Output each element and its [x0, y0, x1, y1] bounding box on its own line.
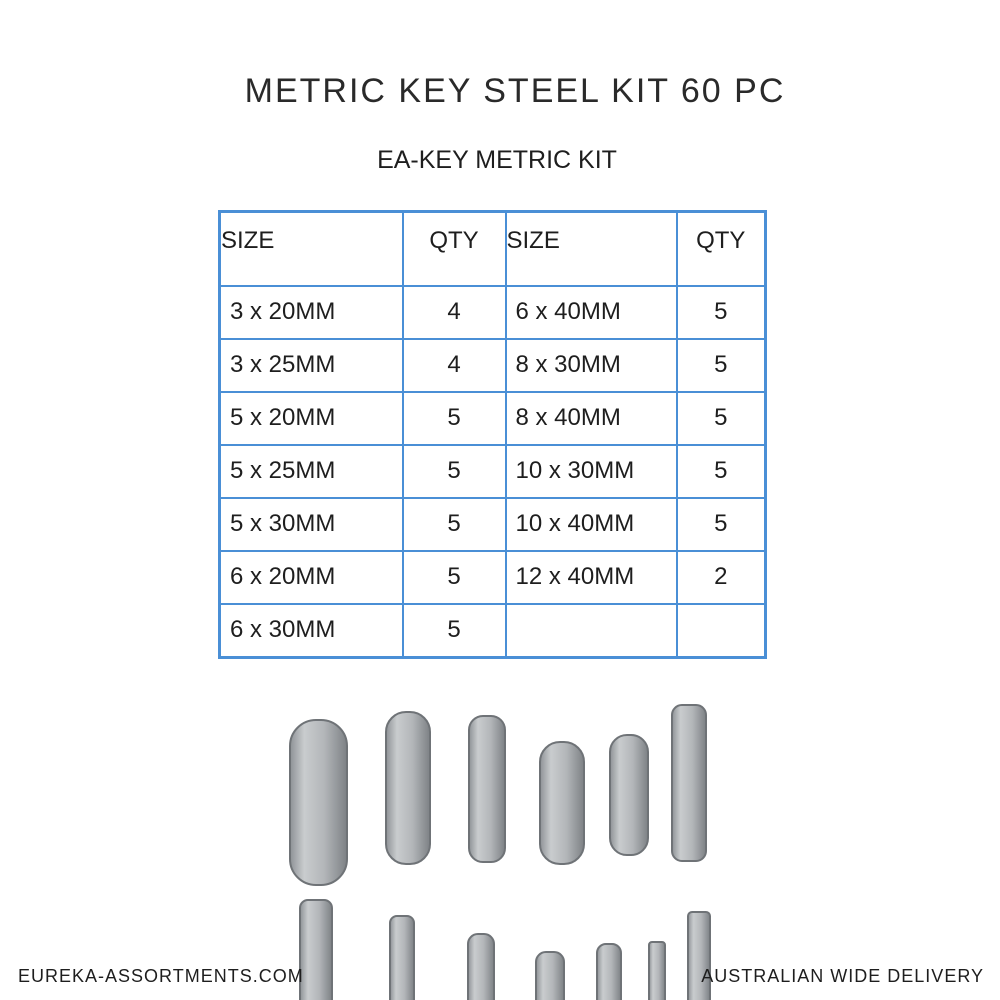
steel-key	[536, 952, 564, 1000]
qty-cell: 5	[403, 392, 506, 445]
delivery-label: AUSTRALIAN WIDE DELIVERY	[701, 966, 984, 986]
size-cell: 3 x 25MM	[220, 339, 403, 392]
qty-cell: 5	[677, 339, 766, 392]
qty-cell: 5	[677, 392, 766, 445]
qty-cell: 5	[403, 498, 506, 551]
steel-key	[597, 944, 621, 1000]
steel-key	[540, 742, 584, 864]
qty-cell: 2	[677, 551, 766, 604]
steel-key	[610, 735, 648, 855]
kit-subtitle: EA-KEY METRIC KIT	[377, 146, 617, 174]
qty-cell	[677, 604, 766, 658]
size-cell: 12 x 40MM	[506, 551, 677, 604]
size-cell: 10 x 40MM	[506, 498, 677, 551]
table-header-row	[220, 212, 766, 286]
table-row	[220, 498, 766, 551]
website-label: EUREKA-ASSORTMENTS.COM	[18, 966, 304, 986]
column-header-size: SIZE	[506, 212, 677, 286]
table-row	[220, 604, 766, 658]
qty-cell: 5	[677, 445, 766, 498]
size-cell: 5 x 25MM	[220, 445, 403, 498]
steel-key	[468, 934, 494, 1000]
size-cell: 6 x 30MM	[220, 604, 403, 658]
steel-key	[649, 942, 665, 1000]
qty-cell: 5	[403, 604, 506, 658]
steel-key	[390, 916, 414, 1000]
table-row	[220, 286, 766, 339]
table-row	[220, 445, 766, 498]
size-cell	[506, 604, 677, 658]
qty-cell: 4	[403, 339, 506, 392]
qty-cell: 5	[677, 498, 766, 551]
column-header-qty: QTY	[403, 212, 506, 286]
table-row	[220, 392, 766, 445]
page-title: METRIC KEY STEEL KIT 60 PC	[244, 72, 786, 110]
size-cell: 8 x 40MM	[506, 392, 677, 445]
qty-cell: 5	[677, 286, 766, 339]
qty-cell: 4	[403, 286, 506, 339]
column-header-size: SIZE	[220, 212, 403, 286]
contents-table	[218, 210, 767, 659]
qty-cell: 5	[403, 551, 506, 604]
steel-key	[672, 705, 706, 861]
size-cell: 5 x 20MM	[220, 392, 403, 445]
qty-cell: 5	[403, 445, 506, 498]
size-cell: 6 x 20MM	[220, 551, 403, 604]
steel-keys-photo	[0, 690, 1000, 1000]
column-header-qty: QTY	[677, 212, 766, 286]
steel-key	[300, 900, 332, 1000]
steel-key	[386, 712, 430, 864]
size-cell: 6 x 40MM	[506, 286, 677, 339]
size-cell: 10 x 30MM	[506, 445, 677, 498]
steel-key	[290, 720, 347, 885]
table-row	[220, 339, 766, 392]
steel-key	[469, 716, 505, 862]
size-cell: 8 x 30MM	[506, 339, 677, 392]
size-cell: 3 x 20MM	[220, 286, 403, 339]
table-row	[220, 551, 766, 604]
size-cell: 5 x 30MM	[220, 498, 403, 551]
